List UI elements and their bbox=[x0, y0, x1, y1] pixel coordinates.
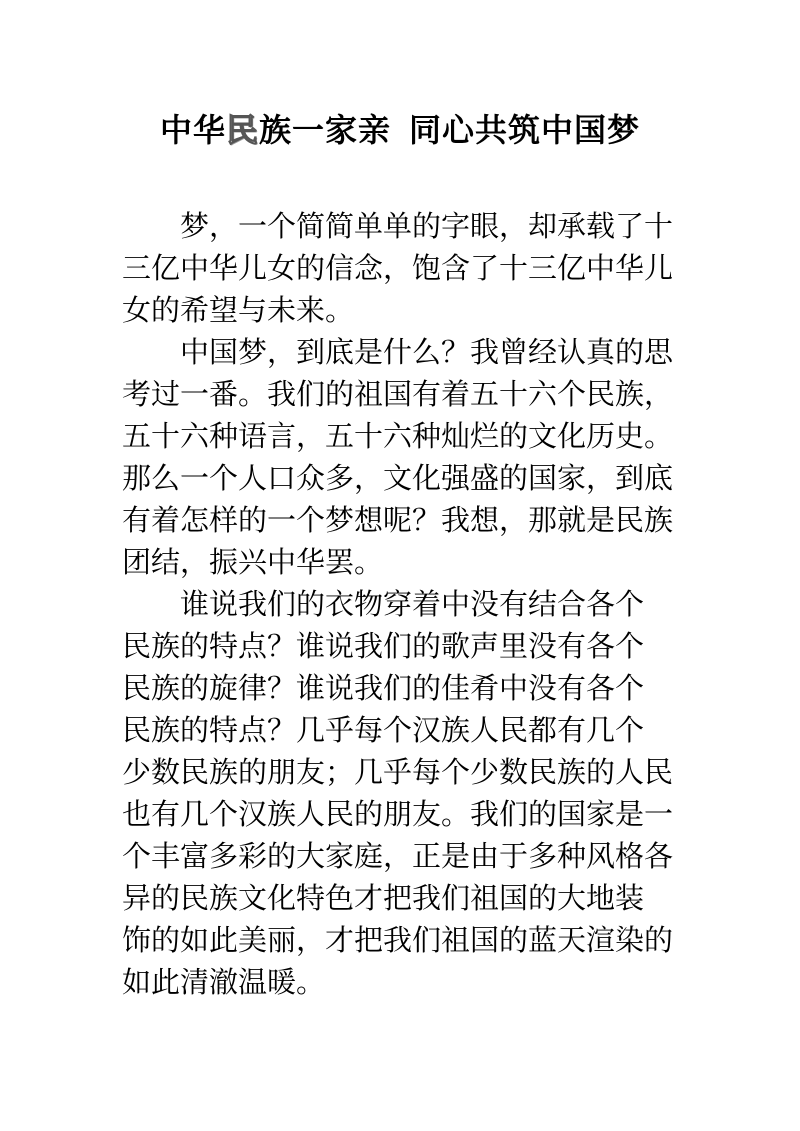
paragraph-line: 民族的特点？谁说我们的歌声里没有各个 bbox=[122, 629, 645, 663]
document-body bbox=[122, 205, 702, 1003]
paragraph-line: 女的希望与未来。 bbox=[122, 293, 355, 327]
paragraph-line: 团结，振兴中华罢。 bbox=[122, 545, 384, 579]
paragraph-line: 三亿中华儿女的信念，饱含了十三亿中华儿 bbox=[122, 251, 674, 285]
document-title bbox=[0, 108, 800, 152]
paragraph-line: 民族的特点？几乎每个汉族人民都有几个 bbox=[122, 713, 645, 747]
paragraph-line: 饰的如此美丽，才把我们祖国的蓝天渲染的 bbox=[122, 923, 674, 957]
paragraph-line: 五十六种语言，五十六种灿烂的文化历史。 bbox=[122, 419, 674, 453]
paragraph-line: 谁说我们的衣物穿着中没有结合各个 bbox=[180, 587, 645, 621]
paragraph-line: 梦，一个简简单单的字眼，却承载了十 bbox=[180, 209, 674, 243]
paragraph-line: 异的民族文化特色才把我们祖国的大地装 bbox=[122, 881, 645, 915]
title-part-2: 族一家亲 bbox=[259, 111, 392, 149]
paragraph-line: 民族的旋律？谁说我们的佳肴中没有各个 bbox=[122, 671, 645, 705]
title-part-1: 中华 bbox=[159, 111, 226, 149]
paragraph-line: 中国梦，到底是什么？我曾经认真的思 bbox=[180, 335, 674, 369]
paragraph-line: 个丰富多彩的大家庭，正是由于多种风格各 bbox=[122, 839, 674, 873]
title-part-3: 同心共筑中国梦 bbox=[409, 111, 641, 149]
title-outlined-char: 民 bbox=[225, 111, 259, 149]
paragraph-line: 有着怎样的一个梦想呢？我想，那就是民族 bbox=[122, 503, 674, 537]
paragraph-line: 如此清澈温暖。 bbox=[122, 965, 326, 999]
paragraph-line: 那么一个人口众多，文化强盛的国家，到底 bbox=[122, 461, 674, 495]
paragraph-line: 少数民族的朋友；几乎每个少数民族的人民 bbox=[122, 755, 674, 789]
paragraph-line: 考过一番。我们的祖国有着五十六个民族， bbox=[122, 377, 674, 411]
paragraph-line: 也有几个汉族人民的朋友。我们的国家是一 bbox=[122, 797, 674, 831]
